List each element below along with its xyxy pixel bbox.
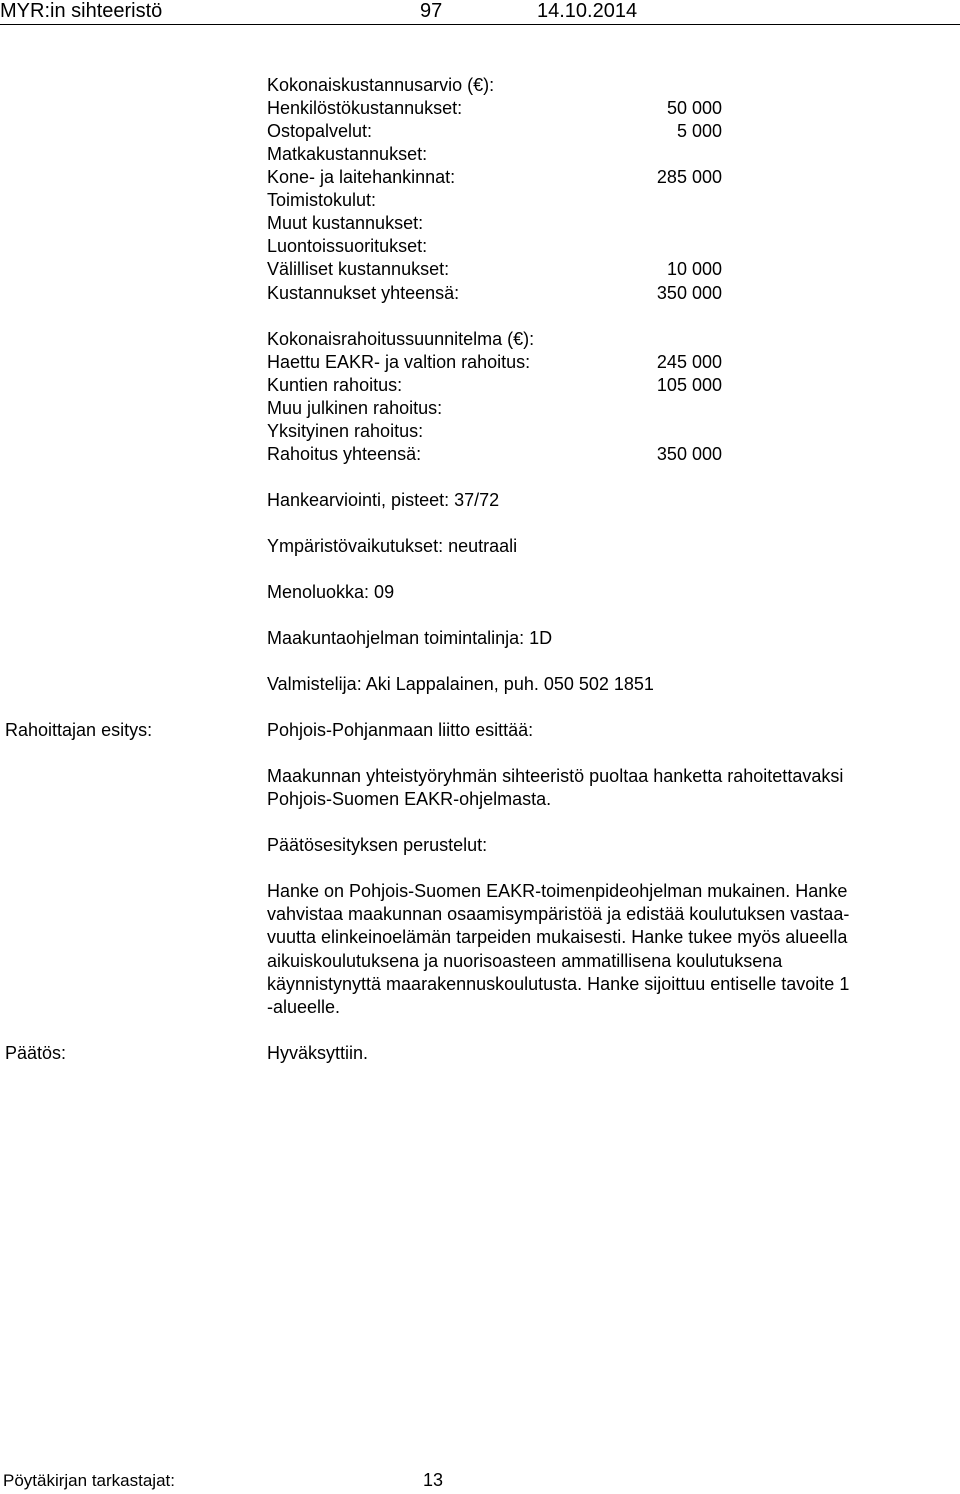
cost-row-label: Välilliset kustannukset: <box>267 259 450 279</box>
environmental-impact: Ympäristövaikutukset: neutraali <box>267 536 518 556</box>
header-date: 14.10.2014 <box>537 0 638 22</box>
cost-row <box>267 189 722 212</box>
financing-row-label: Kuntien rahoitus: <box>267 375 403 395</box>
cost-row-value: 10 000 <box>666 259 722 279</box>
text-line: aikuiskoulutuksena ja nuorisoasteen ammatillisena koulutuksena <box>267 950 783 971</box>
cost-row <box>267 166 722 189</box>
financing-row-value: 245 000 <box>656 352 722 372</box>
financing-total-row <box>267 443 722 466</box>
text-line: Pohjois-Suomen EAKR-ohjelmasta. <box>267 789 552 810</box>
cost-total-value: 350 000 <box>656 283 722 303</box>
footer-page: 13 <box>423 1470 444 1490</box>
cost-row <box>267 120 722 143</box>
proposal-side-label: Rahoittajan esitys: <box>5 720 153 740</box>
cost-row-value: 285 000 <box>656 167 722 187</box>
expense-class: Menoluokka: 09 <box>267 582 395 602</box>
grounds-title: Päätösesityksen perustelut: <box>267 835 488 855</box>
cost-row-value: 50 000 <box>666 98 722 118</box>
assessment-score: Hankearviointi, pisteet: 37/72 <box>267 490 500 510</box>
cost-total-label: Kustannukset yhteensä: <box>267 283 460 303</box>
cost-row-label: Kone- ja laitehankinnat: <box>267 167 456 187</box>
financing-total-label: Rahoitus yhteensä: <box>267 444 422 464</box>
cost-row <box>267 235 722 258</box>
text-line: Maakunnan yhteistyöryhmän sihteeristö puoltaa hanketta rahoitettavaksi <box>267 766 844 786</box>
page-header <box>0 0 960 26</box>
text-line: Hanke on Pohjois-Suomen EAKR-toimenpideohjelman mukainen. Hanke <box>267 881 848 901</box>
cost-row-label: Toimistokulut: <box>267 190 377 210</box>
cost-total-row <box>267 282 722 305</box>
footer-label: Pöytäkirjan tarkastajat: <box>3 1471 175 1490</box>
proposal-intro: Pohjois-Pohjanmaan liitto esittää: <box>267 720 534 740</box>
program-line: Maakuntaohjelman toimintalinja: 1D <box>267 628 553 648</box>
cost-row-value: 5 000 <box>676 121 722 141</box>
financing-title <box>267 328 722 351</box>
header-page-number: 97 <box>420 0 443 22</box>
cost-row-label: Muut kustannukset: <box>267 213 424 233</box>
costs-title <box>267 74 722 97</box>
decision-side-label: Päätös: <box>5 1043 67 1063</box>
text-line: käynnistynyttä maarakennuskoulutusta. Hanke sijoittuu entiselle tavoite 1 <box>267 973 850 994</box>
text-line: vahvistaa maakunnan osaamisympäristöä ja edistää koulutuksen vastaa- <box>267 904 850 925</box>
decision-text: Hyväksyttiin. <box>267 1043 369 1063</box>
financing-row <box>267 420 722 443</box>
financing-row-label: Yksityinen rahoitus: <box>267 421 424 441</box>
header-org: MYR:in sihteeristö <box>0 0 163 22</box>
financing-row-label: Haettu EAKR- ja valtion rahoitus: <box>267 352 531 372</box>
cost-row <box>267 97 722 120</box>
financing-row <box>267 351 722 374</box>
grounds-text <box>267 880 927 1019</box>
cost-row <box>267 212 722 235</box>
financing-total-value: 350 000 <box>656 444 722 464</box>
financing-row <box>267 397 722 420</box>
costs-title-text: Kokonaiskustannusarvio (€): <box>267 75 495 95</box>
header-divider <box>0 24 960 25</box>
cost-row-label: Luontoissuoritukset: <box>267 236 428 256</box>
financing-row-label: Muu julkinen rahoitus: <box>267 398 443 418</box>
text-line: vuutta elinkeinoelämän tarpeiden mukaisesti. Hanke tukee myös alueella <box>267 927 848 948</box>
proposal-statement <box>267 765 927 811</box>
cost-row <box>267 258 722 281</box>
financing-row-value: 105 000 <box>656 375 722 395</box>
financing-title-text: Kokonaisrahoitussuunnitelma (€): <box>267 329 535 349</box>
cost-row-label: Matkakustannukset: <box>267 144 428 164</box>
cost-row-label: Ostopalvelut: <box>267 121 373 141</box>
cost-row <box>267 143 722 166</box>
text-line: -alueelle. <box>267 997 341 1018</box>
cost-row-label: Henkilöstökustannukset: <box>267 98 463 118</box>
financing-row <box>267 374 722 397</box>
preparer-contact: Valmistelija: Aki Lappalainen, puh. 050 502 1851 <box>267 674 654 694</box>
